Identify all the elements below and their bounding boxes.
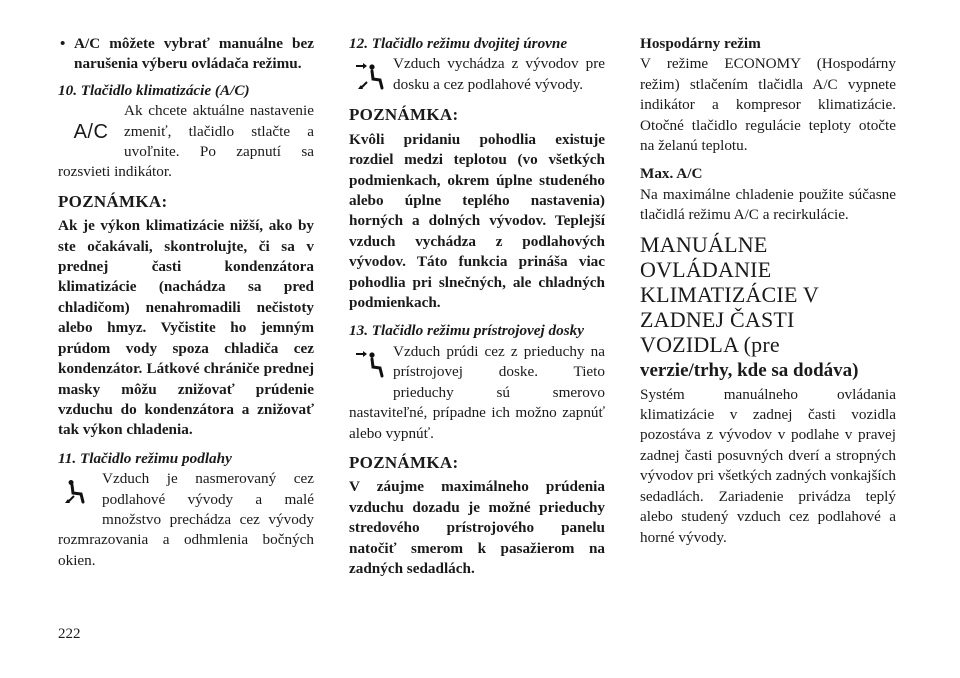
item11-text: Vzduch je nasmerovaný cez podlahové vývody a malé množstvo prechádza cez vývody rozmrazovania a odhmlenia bočných okien. (58, 470, 314, 569)
eco-text: V režime ECONOMY (Hospodárny režim) stlačením tlačidla A/C vypnete indikátor a kompresor klimatizácie. Otočné tlačidlo regulácie teploty otočte na želanú teplotu. (640, 55, 896, 155)
note1-text: Kvôli pridaniu pohodlia existuje rozdiel medzi teplotou (vo všetkých podmienkach, okrem úplne studeného alebo úplne teplého nastavenia) horných a dolných vývodov. Teplejší vzduch vychádza z podlahových vývodov. Táto funkcia prináša viac pohodlia pri slnečných, ale chladných podmienkach. (349, 130, 605, 312)
note-heading: POZNÁMKA: (58, 191, 168, 211)
item11-title: 11. Tlačidlo režimu podlahy (58, 449, 232, 467)
item10-text: Ak chcete aktuálne nastavenie zmeniť, tlačidlo stlačte a uvoľnite. Po zapnutí sa rozsvieti indikátor. (58, 102, 314, 181)
bilevel-mode-icon (349, 56, 389, 96)
column-3 (640, 34, 896, 548)
item10-title: 10. Tlačidlo klimatizácie (A/C) (58, 81, 250, 99)
note2-text: V záujme maximálneho prúdenia vzduchu dozadu je možné prieduchy stredového prístrojového panelu natočiť smerom k pasažierom na zadných sedadlách. (349, 478, 605, 577)
bullet-dot: • (60, 35, 66, 52)
section-heading-cont: verzie/trhy, kde sa dodáva) (640, 359, 859, 381)
section-text: Systém manuálneho ovládania klimatizácie v zadnej časti vozidla pozostáva z vývodov v podlahe v pravej zadnej časti posuvných dverí a stropných vývodov pri všetkých zadných vonkajších sedadlách. Zariadenie privádza teplý alebo studený vzduch cez podlahové a horné vývody. (640, 385, 896, 546)
floor-mode-icon (58, 471, 98, 511)
column-2 (349, 34, 605, 579)
item13-block (349, 342, 605, 444)
item13-text: Vzduch prúdi cez z prieduchy na prístrojovej doske. Tieto prieduchy sú smerovo nastaviteľné, prípadne ich možno zapnúť alebo vypnúť. (349, 342, 605, 442)
ac-button-icon (58, 107, 124, 157)
note1-heading: POZNÁMKA: (349, 105, 459, 125)
item12-block (349, 54, 605, 96)
column-1 (58, 34, 314, 571)
bullet-item (58, 34, 314, 75)
item12-text: Vzduch vychádza z vývodov pre dosku a cez podlahové vývody. (393, 55, 605, 93)
item11-block (58, 469, 314, 571)
item12-title: 12. Tlačidlo režimu dvojitej úrovne (349, 35, 568, 52)
page-number: 222 (58, 626, 81, 642)
panel-mode-icon (349, 344, 389, 384)
ac-icon-label: A/C (73, 121, 109, 144)
note2-heading: POZNÁMKA: (349, 452, 459, 472)
max-ac-heading: Max. A/C (640, 165, 703, 183)
item10-block (58, 101, 314, 183)
note-text: Ak je výkon klimatizácie nižší, ako by ste očakávali, skontrolujte, či sa v prednej časti kondenzátora klimatizácie (nachádza sa pred chladičom) nenahromadili nečistoty alebo hmyz. Vyčistite ho jemným prúdom vody spoza chladiča cez kondenzátor. Látkové chrániče prednej masky môžu znižovať prúdenie vzduchu do kondenzátora a znižovať tak výkon chladenia. (58, 217, 314, 439)
bullet-text: A/C môžete vybrať manuálne bez narušenia výberu ovládača režimu. (74, 35, 314, 73)
eco-heading: Hospodárny režim (640, 35, 761, 52)
max-ac-text: Na maximálne chladenie použite súčasne tlačidlá režimu A/C a recirkulácie. (640, 185, 896, 224)
section-heading: MANUÁLNE OVLÁDANIE KLIMATIZÁCIE V ZADNEJ ČASTI VOZIDLA (pre (640, 231, 819, 357)
item13-title: 13. Tlačidlo režimu prístrojovej dosky (349, 322, 584, 340)
